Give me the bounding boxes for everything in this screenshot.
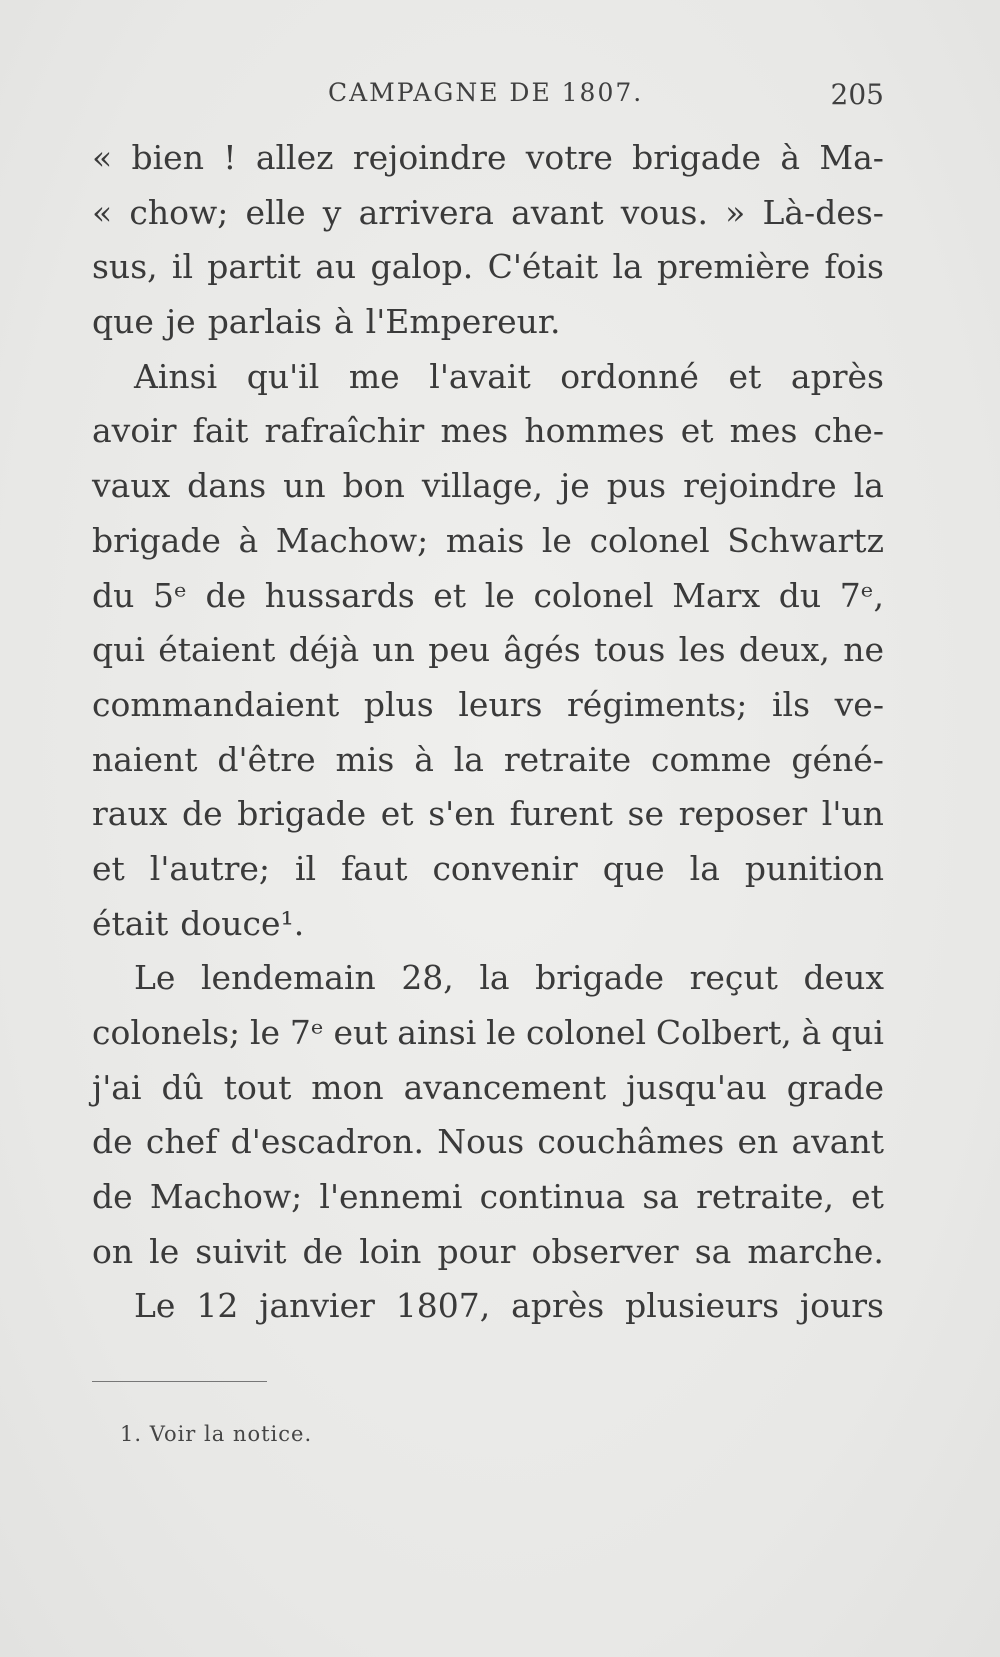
word: Le bbox=[134, 1286, 176, 1326]
word: eut bbox=[333, 1013, 388, 1052]
word: Marx bbox=[672, 575, 761, 615]
word: Là-des- bbox=[762, 192, 884, 232]
word: et bbox=[380, 794, 414, 834]
word: partit bbox=[207, 247, 301, 287]
word: mes bbox=[440, 411, 509, 451]
word: reçut bbox=[689, 958, 778, 998]
word: la bbox=[689, 848, 720, 888]
word: mes bbox=[729, 411, 798, 451]
word: vous. bbox=[620, 192, 708, 232]
text-line bbox=[92, 240, 884, 295]
word: fois bbox=[824, 247, 884, 287]
word: 7ᵉ, bbox=[839, 575, 884, 615]
word: chef bbox=[145, 1122, 218, 1162]
text-line bbox=[92, 623, 884, 678]
text-line bbox=[92, 1279, 884, 1334]
word: deux bbox=[803, 958, 884, 998]
text-line bbox=[92, 951, 884, 1006]
word: de bbox=[92, 1122, 133, 1162]
word: janvier bbox=[259, 1286, 375, 1326]
word: du bbox=[778, 575, 822, 615]
word: 7ᵉ bbox=[289, 1013, 324, 1052]
word: colonel bbox=[525, 1013, 647, 1052]
word: l'Empereur. bbox=[365, 302, 561, 342]
word: jours bbox=[799, 1286, 884, 1326]
word: 12 bbox=[196, 1286, 239, 1326]
word: brigade bbox=[92, 520, 221, 560]
word: ! bbox=[223, 138, 237, 177]
word: pus bbox=[606, 466, 667, 506]
word: hussards bbox=[264, 575, 415, 615]
word: pour bbox=[437, 1231, 516, 1271]
word: dans bbox=[187, 466, 267, 506]
word: 28, bbox=[401, 958, 454, 998]
word: je bbox=[165, 302, 196, 342]
word: deux, bbox=[738, 630, 830, 670]
word: il bbox=[171, 247, 194, 287]
word: qui bbox=[831, 1013, 884, 1052]
word: première bbox=[656, 247, 811, 287]
word: avant bbox=[791, 1122, 884, 1162]
word: que bbox=[602, 848, 665, 888]
word: grade bbox=[786, 1067, 884, 1107]
word: me bbox=[348, 356, 400, 396]
word: ainsi bbox=[397, 1013, 477, 1052]
word: plus bbox=[363, 684, 434, 724]
word: brigade bbox=[632, 138, 762, 177]
word: punition bbox=[744, 848, 884, 888]
text-line bbox=[92, 1006, 884, 1061]
text-line bbox=[92, 1061, 884, 1116]
text-line bbox=[92, 186, 884, 241]
word: douce¹. bbox=[180, 903, 305, 943]
text-line bbox=[92, 404, 884, 459]
word: à bbox=[333, 302, 354, 342]
word: reposer bbox=[678, 794, 808, 834]
page-header bbox=[92, 78, 884, 118]
word: leurs bbox=[458, 684, 543, 724]
word: avancement bbox=[403, 1067, 607, 1107]
word: rafraîchir bbox=[264, 411, 425, 451]
word: Le bbox=[134, 958, 176, 998]
body-text bbox=[92, 131, 884, 1334]
word: marche. bbox=[747, 1231, 884, 1271]
word: » bbox=[725, 192, 746, 232]
word: il bbox=[294, 848, 317, 888]
text-line bbox=[92, 1170, 884, 1225]
word: furent bbox=[509, 794, 613, 834]
text-line bbox=[92, 459, 884, 514]
word: convenir bbox=[432, 848, 578, 888]
word: la bbox=[453, 739, 484, 779]
word: après bbox=[790, 356, 884, 396]
word: de bbox=[302, 1231, 344, 1271]
page-number: 205 bbox=[830, 78, 884, 111]
word: la bbox=[612, 247, 643, 287]
word: Ma- bbox=[819, 138, 884, 177]
word: un bbox=[372, 630, 415, 670]
word: de bbox=[92, 1177, 133, 1217]
word: parlais bbox=[207, 302, 322, 342]
word: à bbox=[414, 739, 434, 779]
word: galop. bbox=[370, 247, 474, 287]
word: la bbox=[853, 466, 884, 506]
word: rejoindre bbox=[352, 138, 507, 177]
word: lendemain bbox=[201, 958, 376, 998]
word: que bbox=[92, 302, 154, 342]
word: l'un bbox=[821, 794, 884, 834]
word: Ainsi bbox=[134, 356, 218, 396]
word: qu'il bbox=[246, 356, 320, 396]
word: la bbox=[479, 958, 510, 998]
word: le bbox=[486, 1013, 517, 1052]
word: retraite bbox=[503, 739, 632, 779]
word: allez bbox=[255, 138, 334, 177]
word: votre bbox=[525, 138, 613, 177]
word: faut bbox=[341, 848, 408, 888]
word: brigade bbox=[535, 958, 665, 998]
word: et bbox=[433, 575, 467, 615]
word: d'être bbox=[217, 739, 316, 779]
word: et bbox=[680, 411, 714, 451]
word: plusieurs bbox=[625, 1286, 780, 1326]
word: mon bbox=[311, 1067, 384, 1107]
word: de bbox=[181, 794, 223, 834]
word: raux bbox=[92, 794, 168, 834]
word: un bbox=[283, 466, 326, 506]
word: et bbox=[92, 848, 125, 888]
word: Nous bbox=[437, 1122, 525, 1162]
word: qui bbox=[92, 630, 145, 670]
word: ordonné bbox=[560, 356, 699, 396]
word: village, bbox=[421, 466, 544, 506]
word: colonel bbox=[589, 520, 710, 560]
word: étaient bbox=[158, 630, 276, 670]
text-line bbox=[92, 733, 884, 788]
text-line bbox=[92, 842, 884, 897]
word: jusqu'au bbox=[626, 1067, 767, 1107]
word: fait bbox=[192, 411, 249, 451]
word: bon bbox=[342, 466, 405, 506]
word: on bbox=[92, 1231, 134, 1271]
word: je bbox=[560, 466, 590, 506]
word: après bbox=[511, 1286, 605, 1326]
word: sus, bbox=[92, 247, 158, 287]
word: naient bbox=[92, 739, 198, 779]
word: régiments; bbox=[567, 684, 748, 724]
word: le bbox=[484, 575, 515, 615]
word: comme bbox=[651, 739, 772, 779]
word: loin bbox=[359, 1231, 422, 1271]
text-line bbox=[92, 897, 884, 952]
word: le bbox=[249, 1013, 281, 1052]
word: l'autre; bbox=[149, 848, 271, 888]
word: rejoindre bbox=[683, 466, 837, 506]
word: d'escadron. bbox=[230, 1122, 424, 1162]
word: suivit bbox=[195, 1231, 287, 1271]
word: tout bbox=[223, 1067, 292, 1107]
word: les bbox=[678, 630, 726, 670]
text-line bbox=[92, 1225, 884, 1280]
word: « bbox=[92, 138, 113, 177]
word: chow; bbox=[129, 192, 229, 232]
word: continua bbox=[479, 1177, 626, 1217]
word: observer bbox=[531, 1231, 679, 1271]
word: mis bbox=[335, 739, 395, 779]
word: le bbox=[541, 520, 572, 560]
word: Machow; bbox=[275, 520, 429, 560]
word: à bbox=[238, 520, 259, 560]
word: ve- bbox=[834, 684, 884, 724]
footnote-rule bbox=[92, 1381, 267, 1382]
word: che- bbox=[813, 411, 884, 451]
text-line bbox=[92, 514, 884, 569]
word: sa bbox=[694, 1231, 732, 1271]
text-line bbox=[92, 787, 884, 842]
text-line bbox=[92, 295, 884, 350]
word: Machow; bbox=[149, 1177, 303, 1217]
word: du bbox=[92, 575, 135, 615]
word: commandaient bbox=[92, 684, 340, 724]
word: le bbox=[149, 1231, 180, 1271]
word: ils bbox=[772, 684, 811, 724]
word: colonels; bbox=[92, 1013, 241, 1052]
word: dû bbox=[161, 1067, 204, 1107]
word: 1807, bbox=[395, 1286, 491, 1326]
text-line bbox=[92, 1115, 884, 1170]
word: sa bbox=[642, 1177, 679, 1217]
word: à bbox=[780, 138, 801, 177]
text-line bbox=[92, 350, 884, 405]
word: colonel bbox=[533, 575, 654, 615]
word: était bbox=[92, 903, 169, 943]
word: tous bbox=[593, 630, 666, 670]
word: j'ai bbox=[92, 1067, 142, 1107]
word: se bbox=[627, 794, 664, 834]
word: âgés bbox=[503, 630, 581, 670]
word: avoir bbox=[92, 411, 177, 451]
word: et bbox=[851, 1177, 884, 1217]
word: en bbox=[737, 1122, 779, 1162]
word: C'était bbox=[487, 247, 599, 287]
word: Schwartz bbox=[727, 520, 884, 560]
word: l'ennemi bbox=[319, 1177, 463, 1217]
word: Colbert, bbox=[655, 1013, 792, 1052]
word: retraite, bbox=[696, 1177, 834, 1217]
word: vaux bbox=[92, 466, 171, 506]
word: et bbox=[728, 356, 762, 396]
word: arrivera bbox=[358, 192, 494, 232]
word: mais bbox=[445, 520, 525, 560]
word: brigade bbox=[237, 794, 367, 834]
text-line bbox=[92, 131, 884, 186]
word: géné- bbox=[791, 739, 884, 779]
word: elle bbox=[245, 192, 306, 232]
word: bien bbox=[131, 138, 204, 177]
word: au bbox=[315, 247, 357, 287]
text-line bbox=[92, 678, 884, 733]
word: l'avait bbox=[429, 356, 531, 396]
word: y bbox=[322, 192, 342, 232]
word: déjà bbox=[288, 630, 360, 670]
word: hommes bbox=[524, 411, 665, 451]
running-head: CAMPAGNE DE 1807. bbox=[328, 78, 644, 107]
word: ne bbox=[843, 630, 884, 670]
word: s'en bbox=[428, 794, 495, 834]
word: à bbox=[801, 1013, 822, 1052]
footnote: 1. Voir la notice. bbox=[120, 1422, 313, 1446]
word: peu bbox=[428, 630, 491, 670]
word: couchâmes bbox=[537, 1122, 725, 1162]
word: de bbox=[205, 575, 247, 615]
text-line bbox=[92, 569, 884, 624]
word: 5ᵉ bbox=[153, 575, 187, 615]
word: avant bbox=[511, 192, 604, 232]
word: « bbox=[92, 192, 113, 232]
